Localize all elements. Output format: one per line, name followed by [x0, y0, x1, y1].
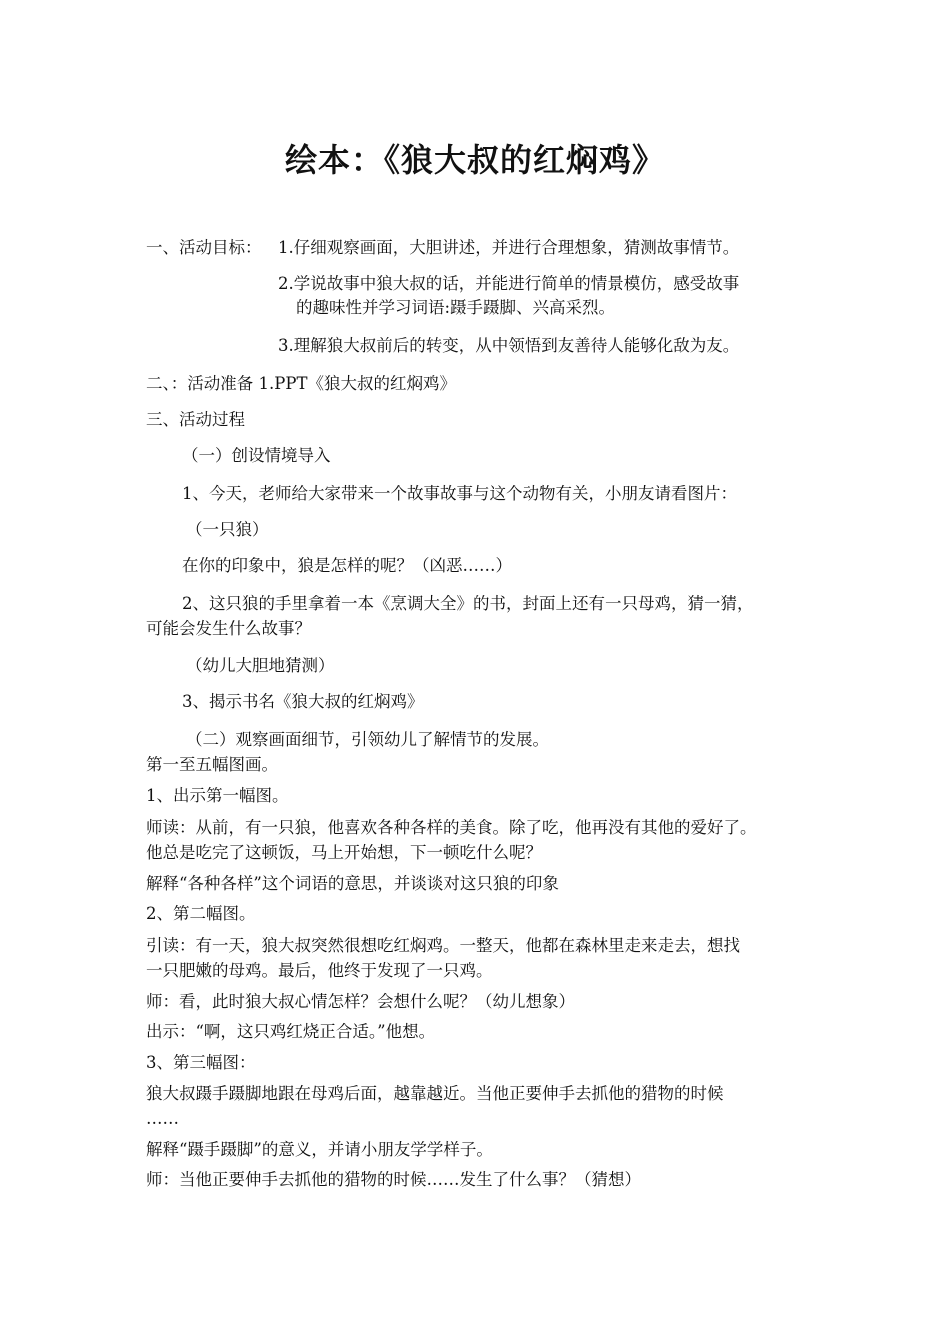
goals-label: 一、活动目标：	[146, 238, 262, 257]
paragraph: 3、揭示书名《狼大叔的红焖鸡》	[182, 692, 424, 711]
paragraph: 一只肥嫩的母鸡。最后，他终于发现了一只鸡。	[146, 961, 493, 980]
paragraph: 3、第三幅图：	[146, 1053, 256, 1072]
paragraph: 1、出示第一幅图。	[146, 786, 289, 805]
paragraph: 在你的印象中，狼是怎样的呢？（凶恶……）	[182, 556, 512, 575]
paragraph: 解释“各种各样”这个词语的意思，并谈谈对这只狼的印象	[146, 874, 559, 893]
goal-item-2-line-1: 2.学说故事中狼大叔的话，并能进行简单的情景模仿，感受故事	[278, 274, 740, 293]
paragraph: 2、这只狼的手里拿着一本《烹调大全》的书，封面上还有一只母鸡，猜一猜，	[182, 594, 754, 613]
process-heading: 三、活动过程	[146, 410, 245, 429]
goal-item-3: 3.理解狼大叔前后的转变，从中领悟到友善待人能够化敌为友。	[278, 336, 740, 355]
paragraph: 师：看，此时狼大叔心情怎样？会想什么呢？（幼儿想象）	[146, 992, 575, 1011]
paragraph: 他总是吃完了这顿饭，马上开始想，下一顿吃什么呢？	[146, 843, 542, 862]
paragraph: 出示：“啊，这只鸡红烧正合适。”他想。	[146, 1022, 436, 1041]
paragraph: 狼大叔蹑手蹑脚地跟在母鸡后面，越靠越近。当他正要伸手去抓他的猎物的时候	[146, 1084, 724, 1103]
paragraph: 可能会发生什么故事？	[146, 619, 311, 638]
paragraph: 师读：从前，有一只狼，他喜欢各种各样的美食。除了吃，他再没有其他的爱好了。	[146, 818, 757, 837]
paragraph: 解释“蹑手蹑脚”的意义，并请小朋友学学样子。	[146, 1140, 493, 1159]
paragraph: 师：当他正要伸手去抓他的猎物的时候……发生了什么事？（猜想）	[146, 1170, 641, 1189]
page-title: 绘本：《狼大叔的红焖鸡》	[284, 141, 665, 179]
goal-item-2-line-2: 的趣味性并学习词语:蹑手蹑脚、兴高采烈。	[296, 298, 616, 317]
paragraph: （幼儿大胆地猜测）	[186, 656, 335, 675]
section-2-heading: （二）观察画面细节，引领幼儿了解情节的发展。	[186, 730, 549, 749]
section-1-heading: （一）创设情境导入	[182, 446, 331, 465]
paragraph: 1、今天，老师给大家带来一个故事故事与这个动物有关，小朋友请看图片：	[182, 484, 737, 503]
paragraph: 引读：有一天，狼大叔突然很想吃红焖鸡。一整天，他都在森林里走来走去，想找	[146, 936, 740, 955]
paragraph: 第一至五幅图画。	[146, 755, 278, 774]
paragraph: （一只狼）	[186, 520, 269, 539]
paragraph: ……	[146, 1109, 179, 1128]
goal-item-1: 1.仔细观察画面，大胆讲述，并进行合理想象，猜测故事情节。	[278, 238, 740, 257]
prep-line: 二、：活动准备 1.PPT《狼大叔的红焖鸡》	[146, 374, 456, 393]
paragraph: 2、第二幅图。	[146, 904, 256, 923]
